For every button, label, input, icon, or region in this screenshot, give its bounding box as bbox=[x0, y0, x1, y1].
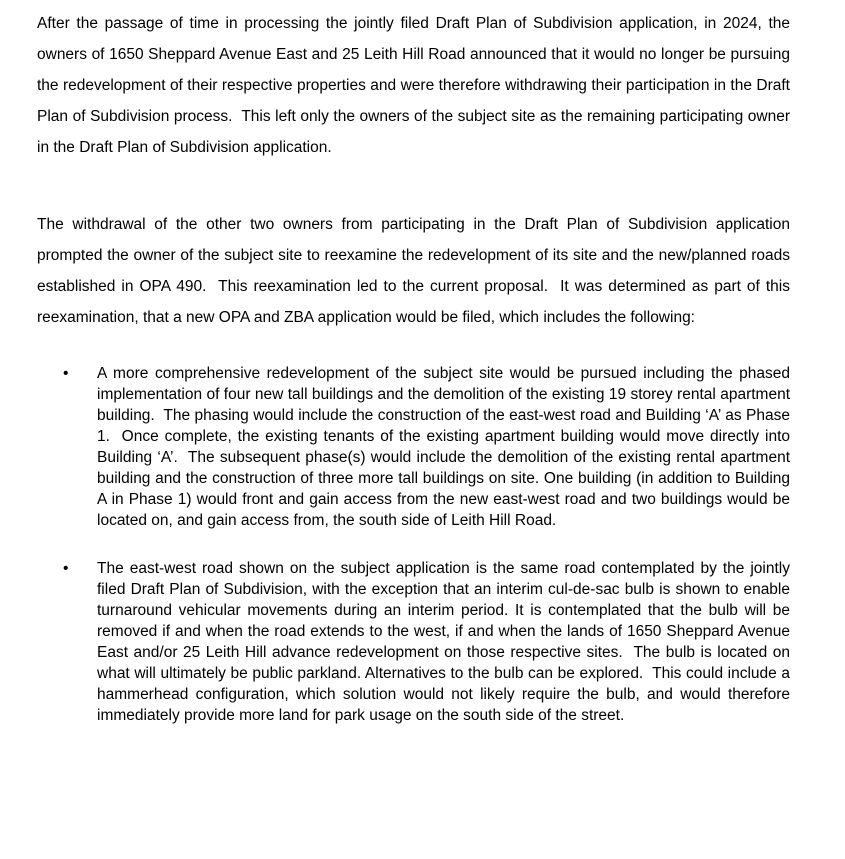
list-item bbox=[37, 363, 795, 531]
list-item bbox=[37, 558, 795, 726]
bullet-icon: • bbox=[63, 365, 69, 382]
paragraph-reexamination: The withdrawal of the other two owners from participating in the Draft Plan of Subdivision application prompted the owner of the subject site to reexamine the redevelopment of its site and the new/planned roads established in OPA 490. This reexamination led to the current proposal. It was determined as part of this reexamination, that a new OPA and ZBA application would be filed, which includes the following: bbox=[37, 216, 795, 326]
bullet-text-redevelopment-phasing: A more comprehensive redevelopment of the subject site would be pursued including the phased implementation of four new tall buildings and the demolition of the existing 19 storey rental apartment building. The phasing would include the construction of the east-west road and Building ‘A’ as Phase 1. Once complete, the existing tenants of the existing apartment building would move directly into Building ‘A’. The subsequent phase(s) would include the demolition of the existing rental apartment building and the construction of three more tall buildings on site. One building (in addition to Building A in Phase 1) would front and gain access from the new east-west road and two buildings would be located on, and gain access from, the south side of Leith Hill Road. bbox=[97, 365, 795, 529]
bullet-icon: • bbox=[63, 560, 69, 577]
bullet-text-east-west-road: The east-west road shown on the subject application is the same road contemplated by the jointly filed Draft Plan of Subdivision, with the exception that an interim cul-de-sac bulb is shown to enable turnaround vehicular movements during an interim period. It is contemplated that the bulb will be removed if and when the road extends to the west, if and when the lands of 1650 Sheppard Avenue East and/or 25 Leith Hill advance redevelopment on those respective sites. The bulb is located on what will ultimately be public parkland. Alternatives to the bulb can be explored. This could include a hammerhead configuration, which solution would not likely require the bulb, and would therefore immediately provide more land for park usage on the south side of the street. bbox=[97, 560, 795, 724]
bullet-list bbox=[37, 363, 795, 726]
paragraph-subdivision-withdrawal: After the passage of time in processing the jointly filed Draft Plan of Subdivision application, in 2024, the owners of 1650 Sheppard Avenue East and 25 Leith Hill Road announced that it would no longer be pursuing the redevelopment of their respective properties and were therefore withdrawing their participation in the Draft Plan of Subdivision process. This left only the owners of the subject site as the remaining participating owner in the Draft Plan of Subdivision application. bbox=[37, 15, 795, 156]
